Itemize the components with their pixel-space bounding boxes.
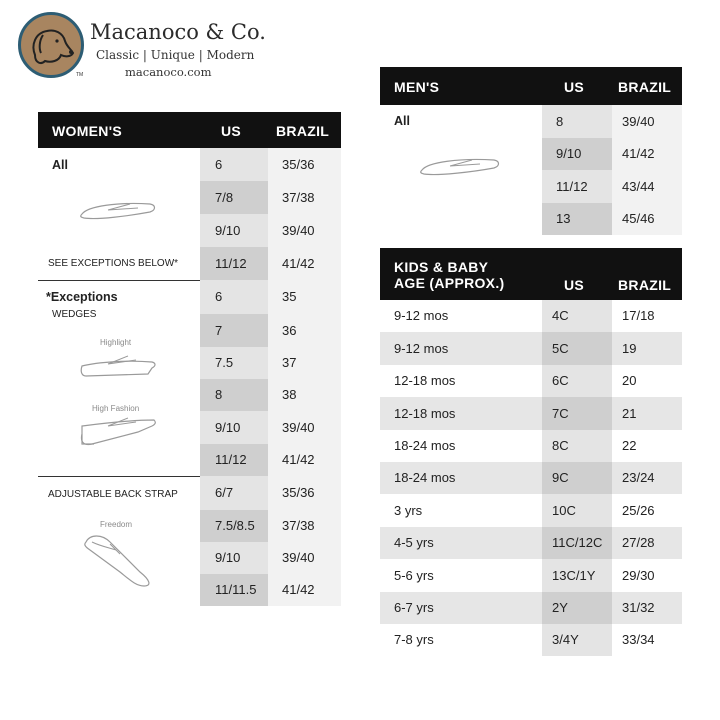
kids-us-value: 7C — [552, 406, 569, 421]
kids-us-value: 8C — [552, 438, 569, 453]
kids-header-title-2: AGE (APPROX.) — [394, 275, 505, 291]
kids-us-value: 11C/12C — [552, 535, 603, 550]
kids-age-value: 12-18 mos — [394, 406, 456, 421]
womens-us-value: 6 — [215, 289, 223, 304]
kids-brazil-value: 17/18 — [622, 308, 655, 323]
womens-brazil-value: 37/38 — [282, 518, 315, 533]
flip-flop-icon — [78, 196, 158, 222]
highlight-caption: Highlight — [100, 338, 132, 347]
womens-brazil-value: 38 — [282, 387, 297, 402]
back-strap-sandal-icon — [80, 530, 160, 590]
womens-brazil-value: 41/42 — [282, 256, 315, 271]
womens-us-value: 6 — [215, 157, 223, 172]
womens-brazil-value: 39/40 — [282, 550, 315, 565]
kids-age-value: 4-5 yrs — [394, 535, 434, 550]
womens-us-value: 7 — [215, 323, 223, 338]
womens-us-value: 9/10 — [215, 550, 241, 565]
kids-brazil-value: 27/28 — [622, 535, 655, 550]
see-exceptions-label: SEE EXCEPTIONS BELOW* — [48, 258, 179, 269]
womens-header-us: US — [221, 123, 242, 139]
womens-header-brazil: BRAZIL — [276, 123, 330, 139]
kids-us-value: 2Y — [552, 600, 568, 615]
womens-brazil-value: 39/40 — [282, 420, 315, 435]
womens-us-cell-bg — [200, 314, 268, 347]
brand-tagline: Classic | Unique | Modern — [96, 48, 255, 62]
kids-age-value: 9-12 mos — [394, 341, 449, 356]
brand-logo — [18, 12, 84, 78]
womens-us-value: 7.5 — [215, 355, 234, 370]
brand-name: Macanoco & Co. — [90, 20, 266, 44]
mens-us-cell-bg — [542, 203, 612, 235]
kids-us-value: 13C/1Y — [552, 568, 596, 583]
womens-brazil-value: 41/42 — [282, 452, 315, 467]
mens-us-value: 8 — [556, 114, 564, 129]
kids-brazil-value: 22 — [622, 438, 637, 453]
kids-age-value: 7-8 yrs — [394, 632, 434, 647]
mens-us-value: 9/10 — [556, 146, 582, 161]
womens-us-value: 6/7 — [215, 485, 234, 500]
kids-us-value: 4C — [552, 308, 569, 323]
kids-us-value: 6C — [552, 373, 569, 388]
womens-brazil-value: 37 — [282, 355, 297, 370]
womens-us-value: 8 — [215, 387, 223, 402]
kids-brazil-value: 33/34 — [622, 632, 655, 647]
kids-brazil-value: 31/32 — [622, 600, 655, 615]
mens-header — [380, 67, 682, 105]
wedges-label: WEDGES — [52, 309, 97, 320]
kids-brazil-value: 23/24 — [622, 470, 655, 485]
mens-brazil-value: 43/44 — [622, 179, 655, 194]
freedom-caption: Freedom — [100, 520, 133, 529]
mens-us-value: 11/12 — [556, 179, 588, 194]
womens-brazil-value: 35/36 — [282, 157, 315, 172]
kids-header-title-1: KIDS & BABY — [394, 259, 489, 275]
kids-us-value: 3/4Y — [552, 632, 579, 647]
mens-all-label: All — [394, 114, 410, 128]
womens-us-value: 7.5/8.5 — [215, 518, 255, 533]
womens-us-value: 9/10 — [215, 223, 241, 238]
kids-age-value: 12-18 mos — [394, 373, 456, 388]
womens-all-label: All — [52, 158, 68, 172]
dog-head-icon — [21, 15, 81, 75]
kids-brazil-value: 25/26 — [622, 503, 655, 518]
womens-brazil-column — [268, 148, 341, 606]
womens-us-cell-bg — [200, 347, 268, 379]
womens-us-cell-bg — [200, 148, 268, 181]
kids-us-value: 10C — [552, 503, 576, 518]
womens-brazil-value: 35 — [282, 289, 297, 304]
kids-header-us: US — [564, 277, 585, 293]
high-wedge-icon — [78, 414, 158, 448]
kids-age-value: 18-24 mos — [394, 470, 456, 485]
womens-brazil-value: 36 — [282, 323, 297, 338]
kids-age-value: 3 yrs — [394, 503, 423, 518]
mens-us-value: 13 — [556, 211, 571, 226]
womens-brazil-value: 39/40 — [282, 223, 315, 238]
womens-brazil-value: 41/42 — [282, 582, 315, 597]
womens-us-value: 7/8 — [215, 190, 234, 205]
brand-url: macanoco.com — [125, 65, 212, 79]
kids-us-value: 5C — [552, 341, 569, 356]
mens-header-title: MEN'S — [394, 79, 440, 95]
kids-age-value: 6-7 yrs — [394, 600, 434, 615]
womens-us-cell-bg — [200, 476, 268, 510]
mens-flip-flop-icon — [418, 152, 502, 178]
womens-us-cell-bg — [200, 280, 268, 314]
mens-brazil-value: 39/40 — [622, 114, 655, 129]
high-fashion-caption: High Fashion — [92, 404, 140, 413]
womens-us-cell-bg — [200, 379, 268, 411]
kids-brazil-value: 21 — [622, 406, 637, 421]
kids-brazil-value: 19 — [622, 341, 637, 356]
kids-us-value: 9C — [552, 470, 569, 485]
womens-divider-2 — [38, 476, 200, 477]
backstrap-label: ADJUSTABLE BACK STRAP — [48, 489, 178, 500]
mens-us-cell-bg — [542, 105, 612, 138]
womens-us-cell-bg — [200, 181, 268, 214]
kids-brazil-value: 29/30 — [622, 568, 655, 583]
womens-us-value: 11/11.5 — [215, 582, 257, 597]
mens-header-brazil: BRAZIL — [618, 79, 672, 95]
womens-us-value: 11/12 — [215, 256, 247, 271]
mens-header-us: US — [564, 79, 585, 95]
womens-brazil-value: 37/38 — [282, 190, 315, 205]
kids-header-brazil: BRAZIL — [618, 277, 672, 293]
exceptions-label: *Exceptions — [46, 290, 118, 304]
womens-us-value: 11/12 — [215, 452, 247, 467]
womens-us-value: 9/10 — [215, 420, 241, 435]
trademark: TM — [76, 72, 84, 78]
kids-header — [380, 248, 682, 300]
womens-header — [38, 112, 341, 148]
mens-brazil-value: 41/42 — [622, 146, 655, 161]
kids-age-value: 5-6 yrs — [394, 568, 434, 583]
kids-brazil-value: 20 — [622, 373, 637, 388]
womens-divider-1 — [38, 280, 200, 281]
kids-age-value: 18-24 mos — [394, 438, 456, 453]
wedge-sandal-icon — [78, 350, 158, 380]
womens-brazil-value: 35/36 — [282, 485, 315, 500]
kids-age-value: 9-12 mos — [394, 308, 449, 323]
mens-brazil-value: 45/46 — [622, 211, 655, 226]
womens-header-title: WOMEN'S — [52, 123, 122, 139]
